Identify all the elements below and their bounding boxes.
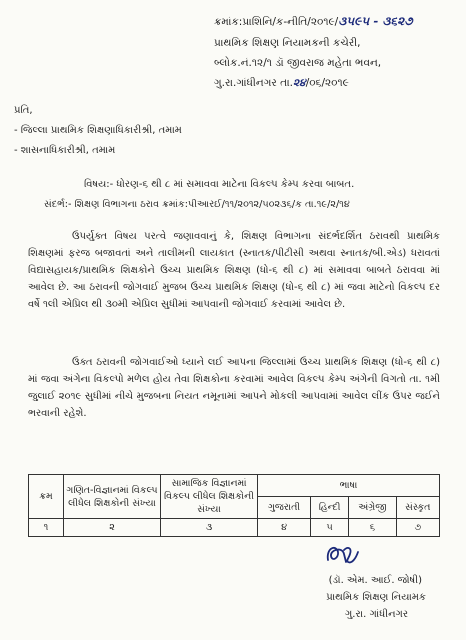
- header-math-science: ગણિત-વિજ્ઞાનમાં વિકલ્પ લીધેલ શિક્ષકોની સંખ્યા: [64, 475, 161, 519]
- table-header-row: [29, 475, 440, 497]
- header-gujarati: ગુજરાતી: [258, 497, 311, 519]
- header-sanskrit: સંસ્કૃત: [396, 497, 439, 519]
- subject-reference: સંદર્ભ:- શિક્ષણ વિભાગના ઠરાવ ક્રમાંક:પીઆરઈ/૧૧/૨૦૧૨/૫૦૨૩૬/ક તા.૧૯/૨/૧૪: [44, 199, 350, 210]
- table-cell: ૫: [311, 519, 349, 537]
- date-suffix: /૦૬/૨૦૧૯: [305, 77, 349, 89]
- header-sr: ક્રમ: [29, 475, 64, 519]
- header-english: અંગ્રેજી: [349, 497, 396, 519]
- signatory-place: ગુ.રા. ગાંધીનગર: [345, 609, 408, 620]
- office-name: પ્રાથમિક શિક્ષણ નિયામકની કચેરી,: [214, 37, 361, 49]
- subject-line: વિષય:- ધોરણ-૬ થી ૮ માં સમાવવા માટેના વિકલ્પ કેમ્પ કરવા બાબત.: [84, 179, 355, 190]
- body-paragraph-2: ઉક્ત ઠરાવની જોગવાઈઓ ધ્યાને લઈ આપના જિલ્લામાં ઉચ્ચ પ્રાથમિક શિક્ષણ (ધો-૬ થી ૮) માં જવા અંગેના વિકલ્પો મળેલ હોય તેવા શિક્ષકોના કરવામાં આવેલ વિકલ્પ કેમ્પ અંગેની વિગતો તા. ૧મી જુલાઈ ૨૦૧૯ સુધીમાં નીચે મુજબના નિયત નમૂનામાં આપને મોકલી આપવામાં આવેલ લીંક ઉપર જઈને ભરવાની રહેશે.: [28, 357, 440, 419]
- table-cell: ૬: [349, 519, 396, 537]
- body-paragraph-1: ઉપર્યુક્ત વિષય પરત્વે જણાવવાનું કે, શિક્ષણ વિભાગના સંદર્ભદર્શિત ઠરાવથી પ્રાથમિક શિક્ષણમાં ફરજ બજાવતાં અને તાલીમની લાયકાત (સ્નાતક/પીટીસી અથવા સ્નાતક/બી.એડ) ધરાવતાં વિદ્યાસહાયક/પ્રાથમિક શિક્ષકોને ઉચ્ચ પ્રાથમિક શિક્ષણ (ધો-૬ થી ૮) માં સમાવવા બાબતે ઠરાવવા માં આવેલ છે. આ ઠરાવની જોગવાઈ મુજબ ઉચ્ચ પ્રાથમિક શિક્ષણ (ધો-૬ થી ૮) માં જવા માટેનો વિકલ્પ દર વર્ષે ૧લી એપ્રિલ થી ૩૦મી એપ્રિલ સુધીમાં આપવાની જોગવાઈ કરવામાં આવેલ છે.: [28, 231, 440, 310]
- table-cell: ૩: [161, 519, 258, 537]
- header-language: ભાષા: [258, 475, 440, 497]
- letter-date: [214, 76, 349, 90]
- date-prefix: ગુ.રા.ગાંધીનગર તા.: [214, 77, 294, 89]
- table-cell: ૨: [64, 519, 161, 537]
- table-cell: ૪: [258, 519, 311, 537]
- handwritten-signature: [322, 540, 362, 568]
- signatory-name: (ડૉ. એમ. આઈ. જોષી): [328, 575, 422, 586]
- signatory-designation: પ્રાથમિક શિક્ષણ નિયામક: [326, 592, 426, 603]
- office-address: બ્લોક.નં.૧૨/૧ ડૉ જીવરાજ મહેતા ભવન,: [214, 57, 382, 69]
- reference-prefix: ક્રમાંક:પ્રાશિનિ/ક-નીતિ/૨૦૧૯/: [214, 16, 339, 28]
- table-cell: ૭: [396, 519, 439, 537]
- date-handwritten: ૨૪: [293, 77, 306, 89]
- recipient-line-2: - શાસનાધિકારીશ્રી, તમામ: [14, 145, 116, 156]
- table-cell: ૧: [29, 519, 64, 537]
- reference-number: [214, 14, 413, 29]
- recipients-heading: પ્રતિ,: [14, 105, 33, 116]
- header-social-science: સામાજિક વિજ્ઞાનમાં વિકલ્પ લીધેલ શિક્ષકોની સંખ્યા: [161, 475, 258, 519]
- header-hindi: હિન્દી: [311, 497, 349, 519]
- recipient-line-1: - જિલ્લા પ્રાથમિક શિક્ષણાધિકારીશ્રી, તમામ: [14, 125, 182, 136]
- option-camp-table: [28, 474, 440, 537]
- table-row: [29, 519, 440, 537]
- reference-handwritten: ૩૫૯૫ - ૩૬૨૭: [338, 14, 413, 28]
